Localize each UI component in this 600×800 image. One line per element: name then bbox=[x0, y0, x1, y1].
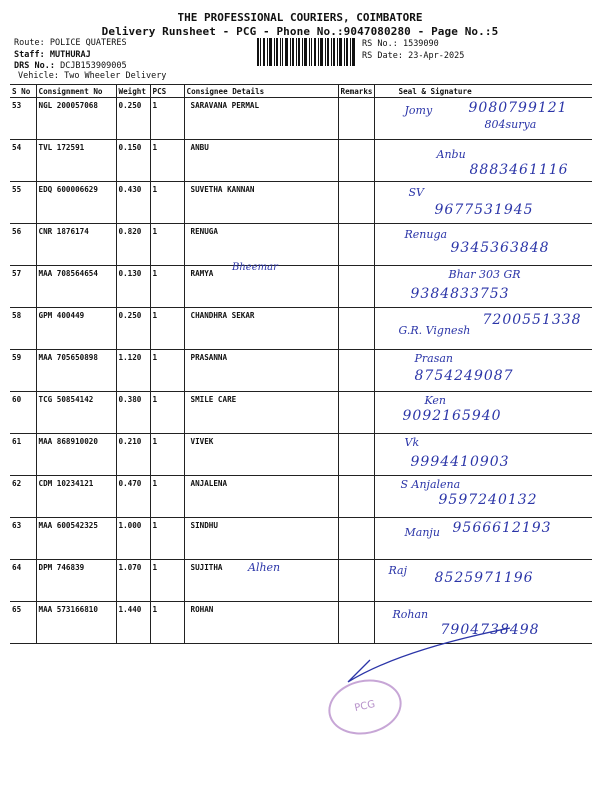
cell-sno: 65 bbox=[10, 602, 36, 644]
cell-pcs: 1 bbox=[150, 182, 184, 224]
cell-signature bbox=[374, 182, 592, 224]
runsheet-table bbox=[10, 84, 592, 644]
signature-name: Raj bbox=[388, 564, 408, 577]
cell-remarks bbox=[338, 560, 374, 602]
col-sno: S No bbox=[10, 85, 36, 98]
cell-weight: 1.000 bbox=[116, 518, 150, 560]
table-row bbox=[10, 350, 592, 392]
signature-phone: 9994410903 bbox=[410, 454, 510, 470]
cell-consignee: ROHAN bbox=[184, 602, 338, 644]
cell-remarks bbox=[338, 392, 374, 434]
cell-consignee: SUJITHA bbox=[184, 560, 338, 602]
rs-date-line bbox=[362, 51, 464, 63]
cell-remarks bbox=[338, 476, 374, 518]
signature-phone: 7904738498 bbox=[440, 622, 540, 638]
cell-sno: 61 bbox=[10, 434, 36, 476]
cell-weight: 0.210 bbox=[116, 434, 150, 476]
cell-remarks bbox=[338, 266, 374, 308]
drs-value: DCJB153909005 bbox=[60, 61, 127, 71]
cell-remarks bbox=[338, 224, 374, 266]
signature-name: S Anjalena bbox=[400, 478, 461, 491]
cell-pcs: 1 bbox=[150, 602, 184, 644]
rs-no-value: 1539090 bbox=[402, 39, 439, 49]
cell-sno: 59 bbox=[10, 350, 36, 392]
row57-handwritten-note: Bheemar bbox=[232, 262, 278, 273]
signature-phone: 9566612193 bbox=[452, 520, 552, 536]
signature-name: Rohan bbox=[392, 608, 429, 621]
cell-remarks bbox=[338, 518, 374, 560]
route-value: POLICE QUATERES bbox=[49, 38, 127, 48]
table-row bbox=[10, 308, 592, 350]
cell-pcs: 1 bbox=[150, 350, 184, 392]
route-label: Route: bbox=[14, 38, 45, 48]
cell-consignment: MAA 868910020 bbox=[36, 434, 116, 476]
cell-remarks bbox=[338, 140, 374, 182]
cell-consignment: MAA 705650898 bbox=[36, 350, 116, 392]
col-pcs: PCS bbox=[150, 85, 184, 98]
cell-pcs: 1 bbox=[150, 266, 184, 308]
signature-phone: 8883461116 bbox=[469, 162, 569, 178]
vehicle-line bbox=[18, 71, 166, 81]
table-row bbox=[10, 266, 592, 308]
vehicle-value: Two Wheeler Delivery bbox=[64, 71, 167, 81]
cell-sno: 54 bbox=[10, 140, 36, 182]
cell-pcs: 1 bbox=[150, 476, 184, 518]
cell-pcs: 1 bbox=[150, 308, 184, 350]
table-row bbox=[10, 98, 592, 140]
table-header-row bbox=[10, 85, 592, 98]
cell-consignment: DPM 746839 bbox=[36, 560, 116, 602]
cell-remarks bbox=[338, 434, 374, 476]
cell-signature bbox=[374, 434, 592, 476]
cell-signature bbox=[374, 560, 592, 602]
cell-signature bbox=[374, 98, 592, 140]
cell-consignment: GPM 400449 bbox=[36, 308, 116, 350]
table-row bbox=[10, 476, 592, 518]
signature-name: Bhar 303 GR bbox=[448, 268, 521, 281]
table-row bbox=[10, 392, 592, 434]
signature-name: Anbu bbox=[436, 148, 466, 161]
cell-remarks bbox=[338, 308, 374, 350]
cell-signature bbox=[374, 140, 592, 182]
cell-consignee: PRASANNA bbox=[184, 350, 338, 392]
rs-no-line bbox=[362, 39, 464, 51]
company-title: THE PROFESSIONAL COURIERS, COIMBATORE bbox=[177, 11, 423, 24]
signature-phone: 9677531945 bbox=[434, 202, 534, 218]
cell-consignment: MAA 573166810 bbox=[36, 602, 116, 644]
cell-sno: 57 bbox=[10, 266, 36, 308]
rs-date-label: RS Date: bbox=[362, 50, 403, 61]
cell-weight: 0.380 bbox=[116, 392, 150, 434]
signature-name: Ken bbox=[424, 394, 447, 407]
signature-extra: 804surya bbox=[484, 118, 537, 131]
table-row bbox=[10, 518, 592, 560]
vehicle-label: Vehicle: bbox=[18, 71, 59, 81]
signature-phone: 8525971196 bbox=[434, 570, 534, 586]
cell-signature bbox=[374, 350, 592, 392]
cell-consignment: NGL 200057068 bbox=[36, 98, 116, 140]
cell-weight: 1.120 bbox=[116, 350, 150, 392]
cell-signature bbox=[374, 224, 592, 266]
cell-consignment: MAA 600542325 bbox=[36, 518, 116, 560]
cell-pcs: 1 bbox=[150, 518, 184, 560]
col-weight: Weight bbox=[116, 85, 150, 98]
barcode-image bbox=[257, 38, 355, 66]
route-line bbox=[14, 38, 127, 50]
cell-consignment: EDQ 600006629 bbox=[36, 182, 116, 224]
staff-label: Staff: bbox=[14, 49, 45, 60]
col-consignment: Consignment No bbox=[36, 85, 116, 98]
cell-consignee: CHANDHRA SEKAR bbox=[184, 308, 338, 350]
cell-signature bbox=[374, 476, 592, 518]
cell-pcs: 1 bbox=[150, 140, 184, 182]
signature-phone: 9092165940 bbox=[402, 408, 502, 424]
signature-phone: 9345363848 bbox=[450, 240, 550, 256]
cell-consignee: SARAVANA PERMAL bbox=[184, 98, 338, 140]
signature-phone: 9597240132 bbox=[438, 492, 538, 508]
cell-signature bbox=[374, 266, 592, 308]
cell-consignment: CNR 1876174 bbox=[36, 224, 116, 266]
cell-sno: 55 bbox=[10, 182, 36, 224]
cell-consignment: MAA 708564654 bbox=[36, 266, 116, 308]
cell-weight: 0.470 bbox=[116, 476, 150, 518]
table-row bbox=[10, 140, 592, 182]
staff-line bbox=[14, 50, 127, 62]
signature-name: Renuga bbox=[404, 228, 448, 241]
cell-remarks bbox=[338, 98, 374, 140]
cell-weight: 1.440 bbox=[116, 602, 150, 644]
cell-consignee: ANBU bbox=[184, 140, 338, 182]
table-row bbox=[10, 560, 592, 602]
cell-sno: 60 bbox=[10, 392, 36, 434]
cell-sno: 53 bbox=[10, 98, 36, 140]
signature-name: Prasan bbox=[414, 352, 454, 365]
cell-consignee: SMILE CARE bbox=[184, 392, 338, 434]
cell-weight: 0.430 bbox=[116, 182, 150, 224]
cell-sno: 56 bbox=[10, 224, 36, 266]
cell-pcs: 1 bbox=[150, 392, 184, 434]
cell-sno: 64 bbox=[10, 560, 36, 602]
cell-signature bbox=[374, 308, 592, 350]
signature-phone: 7200551338 bbox=[482, 312, 582, 328]
cell-weight: 0.130 bbox=[116, 266, 150, 308]
cell-remarks bbox=[338, 350, 374, 392]
cell-signature bbox=[374, 518, 592, 560]
cell-consignee: VIVEK bbox=[184, 434, 338, 476]
cell-sno: 58 bbox=[10, 308, 36, 350]
cell-consignee: RENUGA bbox=[184, 224, 338, 266]
header-left-block bbox=[14, 38, 127, 73]
cell-signature bbox=[374, 392, 592, 434]
col-consignee: Consignee Details bbox=[184, 85, 338, 98]
signature-phone: 8754249087 bbox=[414, 368, 514, 384]
signature-phone: 9080799121 bbox=[468, 100, 568, 116]
cell-consignee: SUVETHA KANNAN bbox=[184, 182, 338, 224]
cell-sno: 62 bbox=[10, 476, 36, 518]
cell-pcs: 1 bbox=[150, 224, 184, 266]
cell-weight: 1.070 bbox=[116, 560, 150, 602]
signature-name: Manju bbox=[404, 526, 440, 539]
rs-date-value: 23-Apr-2025 bbox=[408, 50, 465, 61]
cell-pcs: 1 bbox=[150, 560, 184, 602]
table-row bbox=[10, 434, 592, 476]
table-row bbox=[10, 224, 592, 266]
cell-weight: 0.150 bbox=[116, 140, 150, 182]
cell-consignment: TVL 172591 bbox=[36, 140, 116, 182]
cell-consignee: ANJALENA bbox=[184, 476, 338, 518]
cell-consignment: CDM 10234121 bbox=[36, 476, 116, 518]
row64-handwritten-note: Alhen bbox=[248, 561, 281, 574]
pcg-stamp: PCG bbox=[323, 673, 407, 741]
drs-label: DRS No.: bbox=[14, 61, 55, 71]
table-row bbox=[10, 182, 592, 224]
cell-sno: 63 bbox=[10, 518, 36, 560]
cell-pcs: 1 bbox=[150, 434, 184, 476]
cell-weight: 0.820 bbox=[116, 224, 150, 266]
header-right-block bbox=[362, 39, 464, 62]
signature-name: Vk bbox=[404, 436, 420, 449]
cell-weight: 0.250 bbox=[116, 98, 150, 140]
cell-consignee: RAMYA bbox=[184, 266, 338, 308]
staff-value: MUTHURAJ bbox=[49, 49, 91, 60]
signature-name: Jomy bbox=[404, 104, 433, 117]
signature-name: SV bbox=[408, 186, 424, 199]
cell-weight: 0.250 bbox=[116, 308, 150, 350]
col-seal: Seal & Signature bbox=[374, 85, 592, 98]
runsheet-title: Delivery Runsheet - PCG - Phone No.:9047080280 - Page No.:5 bbox=[101, 25, 499, 38]
cell-remarks bbox=[338, 182, 374, 224]
rs-no-label: RS No.: bbox=[362, 39, 398, 49]
signature-phone: 9384833753 bbox=[410, 286, 510, 302]
cell-consignee: SINDHU bbox=[184, 518, 338, 560]
signature-name: G.R. Vignesh bbox=[398, 324, 471, 337]
cell-pcs: 1 bbox=[150, 98, 184, 140]
col-remarks: Remarks bbox=[338, 85, 374, 98]
cell-consignment: TCG 50854142 bbox=[36, 392, 116, 434]
